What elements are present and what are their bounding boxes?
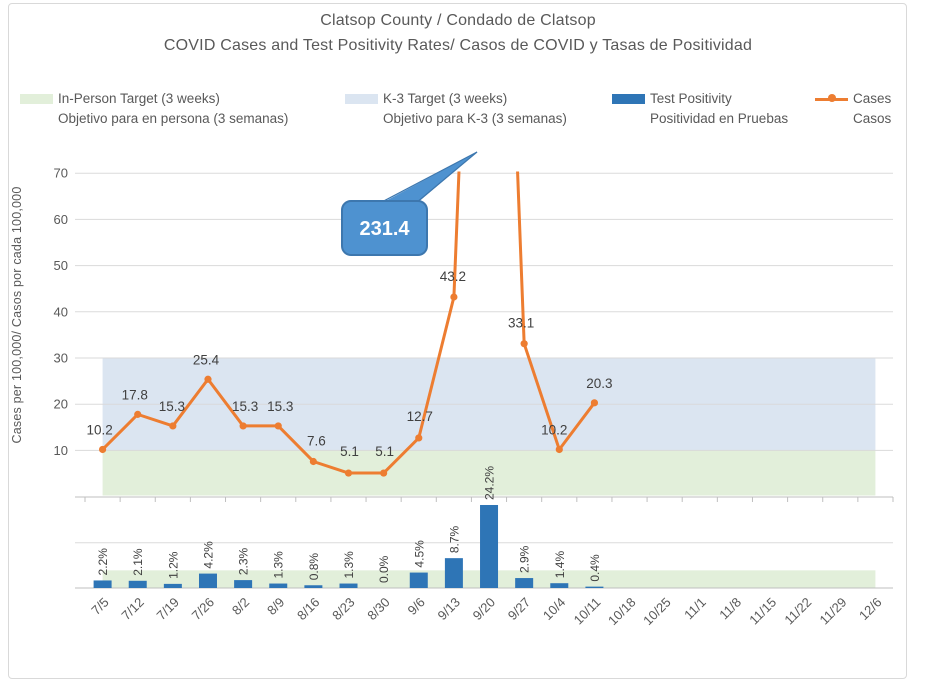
positivity-bar-label: 1.3%	[342, 551, 357, 579]
cases-data-label: 12.7	[406, 408, 433, 424]
legend-label-en: In-Person Target (3 weeks)	[58, 91, 220, 106]
positivity-bar	[129, 581, 147, 588]
x-axis-label: 8/23	[329, 594, 358, 624]
positivity-bar	[340, 584, 358, 588]
callout-pointer-edge	[380, 152, 477, 203]
y-tick-label: 30	[53, 350, 68, 366]
cases-data-label: 5.1	[340, 444, 359, 460]
x-axis-label: 9/20	[469, 594, 499, 624]
cases-data-label: 15.3	[158, 398, 186, 414]
positivity-bar-label: 4.2%	[201, 541, 216, 569]
x-axis-label: 7/19	[153, 594, 182, 624]
positivity-bar-label: 1.2%	[166, 551, 181, 579]
cases-data-label: 33.1	[508, 315, 535, 331]
x-axis-label: 10/4	[539, 594, 569, 624]
x-axis-label: 11/29	[816, 594, 850, 628]
positivity-bar	[304, 585, 322, 588]
x-axis-label: 11/15	[746, 594, 780, 628]
x-axis-label: 8/30	[364, 594, 393, 624]
x-axis-label: 9/27	[504, 594, 534, 624]
cases-data-label: 25.4	[192, 352, 220, 368]
cases-marker	[134, 411, 141, 418]
x-axis-label: 7/26	[188, 594, 218, 624]
x-axis-label: 8/2	[228, 594, 253, 618]
y-tick-label: 20	[53, 396, 68, 412]
positivity-bar	[585, 587, 603, 588]
y-axis-title: Cases per 100,000/ Casos por cada 100,000	[10, 186, 24, 444]
cases-data-label: 17.8	[121, 387, 148, 403]
x-axis-label: 7/5	[88, 594, 112, 618]
cases-data-label: 7.6	[306, 433, 326, 449]
cases-data-label: 10.2	[541, 422, 568, 438]
positivity-bar-label: 2.9%	[517, 545, 532, 574]
cases-marker	[310, 458, 317, 465]
cases-marker	[415, 434, 422, 441]
cases-data-label: 43.2	[439, 269, 467, 285]
legend-label-en: Test Positivity	[650, 91, 732, 106]
y-tick-label: 50	[53, 258, 68, 274]
x-axis-label: 10/11	[570, 594, 604, 628]
positivity-bar	[164, 584, 182, 588]
cases-marker	[275, 422, 282, 429]
x-axis-label: 10/25	[640, 594, 674, 629]
legend-label-en: Cases	[853, 91, 892, 106]
cases-marker	[169, 422, 176, 429]
positivity-bar	[515, 578, 533, 588]
positivity-bar-label: 2.2%	[96, 548, 111, 576]
y-tick-label: 40	[53, 304, 68, 320]
chart-title-line1: Clatsop County / Condado de Clatsop	[320, 12, 596, 29]
positivity-bar-label: 0.0%	[377, 555, 392, 583]
x-axis-label: 10/18	[605, 594, 639, 629]
positivity-bar-label: 0.4%	[587, 554, 602, 582]
positivity-bar-label: 1.3%	[271, 551, 286, 579]
legend-label-es: Objetivo para en persona (3 semanas)	[58, 111, 289, 126]
positivity-bar-label: 8.7%	[447, 525, 462, 554]
cases-marker	[345, 469, 352, 476]
callout-value: 231.4	[359, 218, 410, 240]
positivity-bar-label: 2.1%	[131, 548, 146, 576]
cases-marker	[240, 422, 247, 429]
y-tick-label: 60	[53, 211, 68, 227]
positivity-bar	[234, 580, 252, 588]
cases-marker	[204, 376, 211, 383]
cases-marker	[99, 446, 106, 453]
positivity-bar	[445, 558, 463, 588]
y-tick-label: 70	[53, 165, 68, 181]
positivity-bar-label: 0.8%	[306, 552, 321, 581]
legend-label-en: K-3 Target (3 weeks)	[383, 91, 508, 106]
positivity-bar	[199, 574, 217, 588]
x-axis-label: 11/8	[716, 594, 745, 623]
legend-label-es: Objetivo para K-3 (3 semanas)	[383, 111, 567, 126]
positivity-bar-label: 1.4%	[552, 550, 567, 579]
cases-marker	[556, 446, 563, 453]
cases-data-label: 15.3	[267, 398, 294, 414]
x-axis-label: 9/6	[404, 594, 428, 618]
positivity-bar-label: 24.2%	[482, 465, 497, 500]
positivity-bar	[269, 584, 287, 588]
cases-data-label: 15.3	[231, 398, 259, 414]
y-tick-label: 10	[53, 442, 68, 458]
positivity-bar	[480, 505, 498, 588]
cases-data-label: 10.2	[86, 422, 113, 438]
x-axis-label: 9/13	[434, 594, 464, 624]
cases-marker	[521, 340, 528, 347]
x-axis-label: 11/1	[681, 594, 709, 623]
positivity-bar-label: 4.5%	[412, 540, 427, 568]
x-axis-label: 12/6	[856, 594, 885, 624]
x-axis-label: 11/22	[781, 594, 815, 628]
positivity-bar	[94, 580, 112, 588]
cases-data-label: 20.3	[586, 375, 613, 391]
cases-marker	[591, 399, 598, 406]
x-axis-label: 8/16	[293, 594, 323, 624]
legend-label-es: Casos	[853, 111, 892, 126]
positivity-bar	[550, 583, 568, 588]
chart-title-line2: COVID Cases and Test Positivity Rates/ Casos de COVID y Tasas de Positividad	[163, 37, 753, 54]
callout-pointer-edge	[416, 152, 477, 203]
positivity-bar-label: 2.3%	[236, 547, 251, 576]
legend-label-es: Positividad en Pruebas	[650, 111, 789, 126]
positivity-bar	[410, 573, 428, 588]
cases-marker	[450, 293, 457, 300]
x-axis-label: 7/12	[118, 594, 147, 624]
cases-marker	[380, 469, 387, 476]
x-axis-label: 8/9	[263, 594, 288, 618]
cases-data-label: 5.1	[375, 444, 395, 460]
